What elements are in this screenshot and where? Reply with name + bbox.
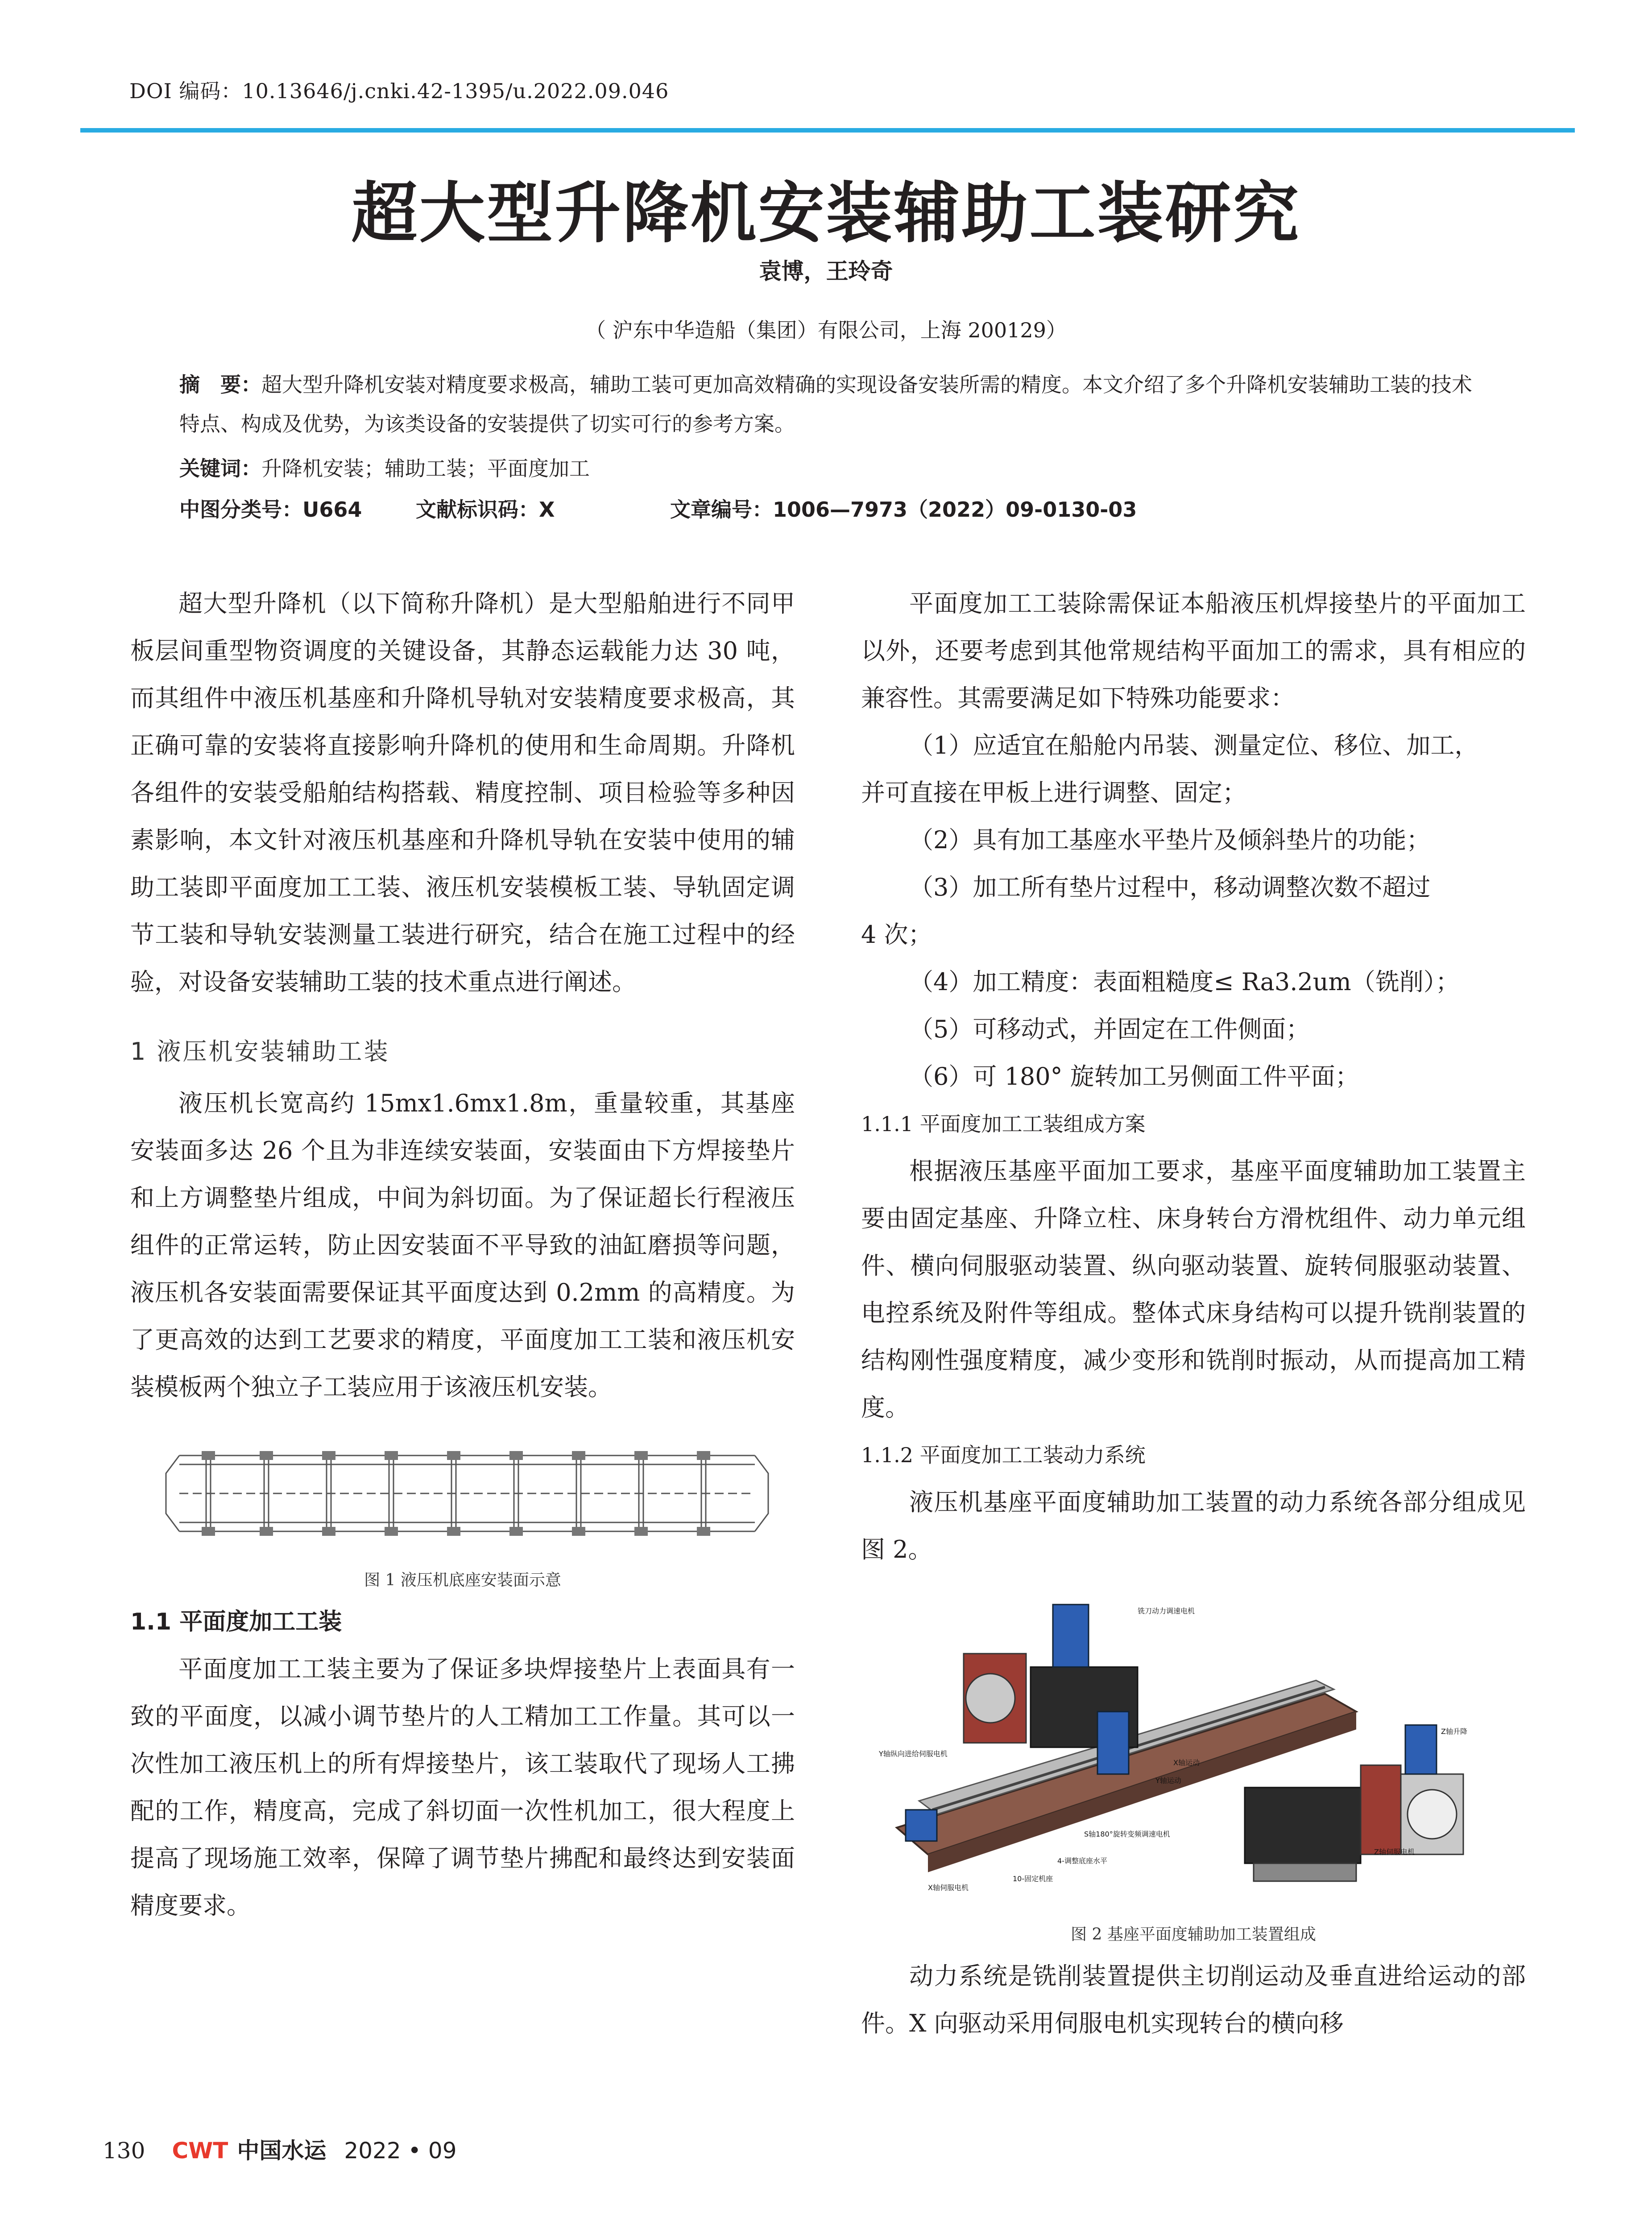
- fig2-label-8: S轴180°旋转变频调速电机: [1084, 1830, 1170, 1838]
- fig2-label-1: 铣刀动力调速电机: [1138, 1607, 1195, 1615]
- page-number: 130: [103, 2138, 145, 2164]
- abstract-label: 摘 要：: [179, 373, 261, 397]
- clc-number: 中图分类号：U664: [179, 498, 362, 522]
- right-paragraph-1: 平面度加工工装除需保证本船液压机焊接垫片的平面加工以外，还要考虑到其他常规结构平面加工的需求，具有相应的兼容性。其需要满足如下特殊功能要求：: [861, 589, 1526, 712]
- fig2-label-2: Y轴纵向进给伺服电机: [879, 1750, 948, 1758]
- intro-paragraph: 超大型升降机（以下简称升降机）是大型船舶进行不同甲板层间重型物资调度的关键设备，其静态运载能力达 30 吨，而其组件中液压机基座和升降机导轨对安装精度要求极高，其正确可靠的安装将直接影响升降机的使用和生命周期。升降机各组件的安装受船舶结构搭载、精度控制、项目检验等多种因素影响，本文针对液压机基座和升降机导轨在安装中使用的辅助工装即平面度加工工装、液压机安装模板工装、导轨固定调节工装和导轨安装测量工装进行研究，结合在施工过程中的经验，对设备安装辅助工装的技术重点进行阐述。: [130, 589, 795, 996]
- doi-line: DOI 编码：10.13646/j.cnki.42-1395/u.2022.09.046: [129, 79, 669, 103]
- requirement-6: （6）可 180° 旋转加工另侧面工件平面；: [909, 1062, 1359, 1091]
- authors: 袁博，王玲奇: [759, 258, 893, 284]
- keywords-text: 升降机安装；辅助工装；平面度加工: [261, 456, 590, 481]
- keywords: [179, 449, 1486, 488]
- affiliation: （ 沪东中华造船（集团）有限公司，上海 200129）: [585, 318, 1067, 342]
- requirement-1-cont: 并可直接在甲板上进行调整、固定；: [861, 779, 1246, 807]
- requirement-5: （5）可移动式，并固定在工件侧面；: [909, 1015, 1310, 1043]
- figure-2-drawing: [861, 1578, 1526, 1917]
- fig2-label-7: X轴伺服电机: [928, 1883, 969, 1892]
- requirement-1: （1）应适宜在船舱内吊装、测量定位、移位、加工，: [909, 731, 1479, 759]
- header-rule: [80, 128, 1575, 133]
- requirement-4: （4）加工精度：表面粗糙度≤ Ra3.2um（铣削）；: [909, 968, 1460, 996]
- section-1-heading: 1 液压机安装辅助工装: [130, 1037, 390, 1066]
- fig2-label-6: Z轴伺服电机: [1374, 1848, 1415, 1856]
- section-1-1-heading: 1.1 平面度加工工装: [130, 1609, 342, 1635]
- journal-name: 中国水运: [237, 2138, 327, 2164]
- abstract: [179, 365, 1486, 444]
- section-1-1-1-heading: 1.1.1 平面度加工工装组成方案: [861, 1112, 1146, 1136]
- keywords-label: 关键词：: [179, 456, 261, 481]
- section-1-1-paragraph: 平面度加工工装主要为了保证多块焊接垫片上表面具有一致的平面度，以减小调节垫片的人工精加工工作量。其可以一次性加工液压机上的所有焊接垫片，该工装取代了现场人工拂配的工作，精度高，完成了斜切面一次性机加工，很大程度上提高了现场施工效率，保障了调节垫片拂配和最终达到安装面精度要求。: [130, 1655, 795, 1920]
- abstract-text: 超大型升降机安装对精度要求极高，辅助工装可更加高效精确的实现设备安装所需的精度。本文介绍了多个升降机安装辅助工装的技术特点、构成及优势，为该类设备的安装提供了切实可行的参考方案。: [179, 373, 1472, 436]
- requirement-2: （2）具有加工基座水平垫片及倾斜垫片的功能；: [909, 826, 1431, 854]
- right-last-paragraph: 动力系统是铣削装置提供主切削运动及垂直进给运动的部件。X 向驱动采用伺服电机实现转台的横向移: [861, 1962, 1526, 2037]
- article-number: 文章编号：1006—7973（2022）09-0130-03: [670, 498, 1137, 522]
- fig2-label-10: 10-固定机座: [1013, 1874, 1053, 1883]
- fig2-label-3: X轴运动: [1173, 1758, 1200, 1767]
- right-column: [861, 580, 1526, 2047]
- section-1-1-1-paragraph: 根据液压基座平面加工要求，基座平面度辅助加工装置主要由固定基座、升降立柱、床身转台方滑枕组件、动力单元组件、横向伺服驱动装置、纵向驱动装置、旋转伺服驱动装置、电控系统及附件等组成。整体式床身结构可以提升铣削装置的结构刚性强度精度，减少变形和铣削时振动，从而提高加工精度。: [861, 1157, 1526, 1422]
- journal-issue: 2022 • 09: [344, 2138, 457, 2164]
- journal-logo: CWT: [172, 2138, 228, 2164]
- fig2-label-4: Y轴运动: [1155, 1776, 1181, 1785]
- figure-1: [130, 1429, 795, 1563]
- requirement-3: （3）加工所有垫片过程中，移动调整次数不超过: [909, 873, 1431, 901]
- section-1-1-2-heading: 1.1.2 平面度加工工装动力系统: [861, 1443, 1146, 1467]
- fig2-label-5: Z轴升降: [1441, 1727, 1467, 1736]
- figure-1-drawing: [130, 1429, 795, 1563]
- requirement-3-cont: 4 次；: [861, 921, 932, 949]
- section-1-1-2-paragraph: 液压机基座平面度辅助加工装置的动力系统各部分组成见图 2。: [861, 1488, 1526, 1563]
- figure-2: [861, 1578, 1526, 1917]
- figure-2-caption: 图 2 基座平面度辅助加工装置组成: [1071, 1925, 1316, 1944]
- fig2-label-9: 4-调整底座水平: [1057, 1857, 1107, 1865]
- paper-title: 超大型升降机安装辅助工装研究: [351, 174, 1301, 252]
- document-code: 文献标识码：X: [416, 498, 555, 522]
- page-footer: [103, 2133, 457, 2165]
- left-column: [130, 580, 795, 1929]
- section-1-paragraph: 液压机长宽高约 15mx1.6mx1.8m，重量较重，其基座安装面多达 26 个且为非连续安装面，安装面由下方焊接垫片和上方调整垫片组成，中间为斜切面。为了保证超长行程液压组件的正常运转，防止因安装面不平导致的油缸磨损等问题，液压机各安装面需要保证其平面度达到 0.2mm 的高精度。为了更高效的达到工艺要求的精度，平面度加工工装和液压机安装模板两个独立子工装应用于该液压机安装。: [130, 1089, 795, 1401]
- figure-1-caption: 图 1 液压机底座安装面示意: [364, 1571, 561, 1589]
- classification-line: [179, 490, 1486, 529]
